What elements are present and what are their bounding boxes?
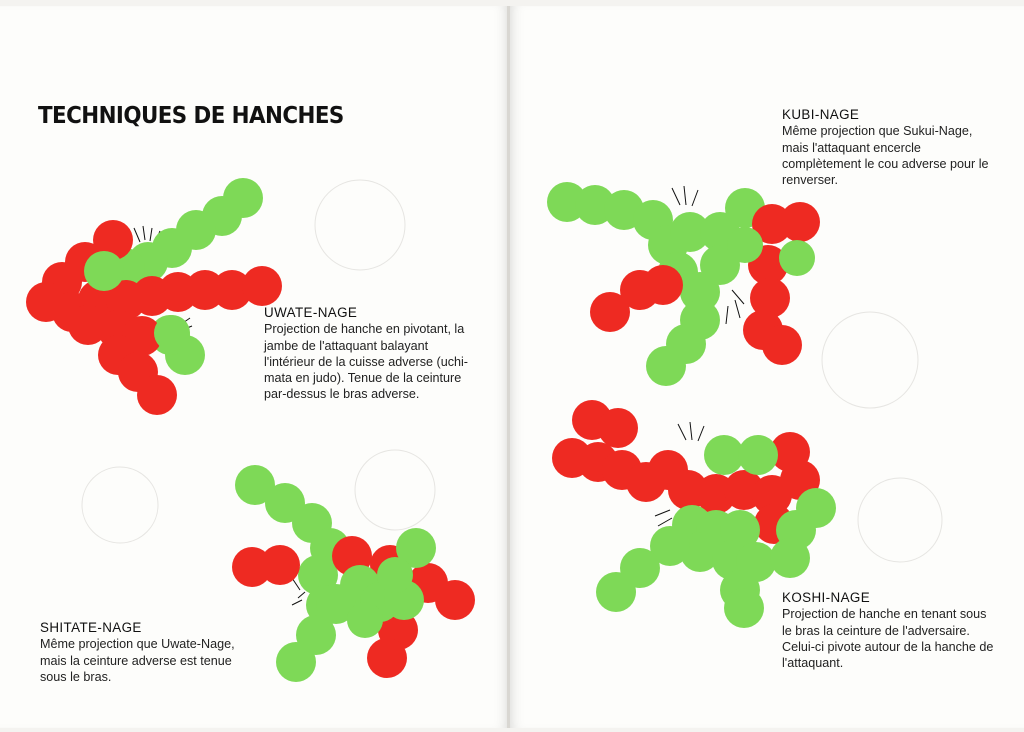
kubi-nage-title: KUBI-NAGE: [782, 107, 860, 122]
shitate-nage-title: SHITATE-NAGE: [40, 620, 142, 635]
green-wrestler-disc: [779, 240, 815, 276]
red-wrestler-disc: [242, 266, 282, 306]
kubi-nage-description: Même projection que Sukui-Nage, mais l'attaquant encercle complètement le cou adverse pour le renverser.: [782, 124, 989, 188]
red-wrestler-disc: [367, 638, 407, 678]
kubi-nage-caption: [782, 107, 997, 188]
green-wrestler-disc: [596, 572, 636, 612]
red-wrestler-disc: [762, 325, 802, 365]
red-wrestler-disc: [68, 305, 108, 345]
green-wrestler-disc: [276, 642, 316, 682]
page-heading: TECHNIQUES DE HANCHES: [38, 103, 344, 129]
red-wrestler-disc: [137, 375, 177, 415]
red-wrestler-disc: [260, 545, 300, 585]
shitate-nage-caption: [40, 620, 260, 685]
koshi-nage-description: Projection de hanche en tenant sous le bras la ceinture de l'adversaire. Celui-ci pivote autour de la hanche de l'attaquant.: [782, 607, 994, 671]
shitate-nage-figure: [232, 465, 475, 682]
green-wrestler-disc: [84, 251, 124, 291]
green-wrestler-disc: [770, 538, 810, 578]
green-wrestler-disc: [154, 315, 190, 351]
green-wrestler-disc: [738, 435, 778, 475]
green-wrestler-disc: [646, 346, 686, 386]
koshi-nage-title: KOSHI-NAGE: [782, 590, 871, 605]
koshi-nage-caption: [782, 590, 997, 671]
show-through-mark: [315, 180, 405, 270]
red-wrestler-disc: [780, 202, 820, 242]
show-through-mark: [858, 478, 942, 562]
green-wrestler-disc: [377, 557, 413, 593]
show-through-mark: [822, 312, 918, 408]
green-wrestler-disc: [347, 602, 383, 638]
green-wrestler-disc: [727, 227, 763, 263]
uwate-nage-title: UWATE-NAGE: [264, 305, 358, 320]
red-wrestler-disc: [598, 408, 638, 448]
uwate-nage-caption: [264, 305, 479, 403]
red-wrestler-disc: [643, 265, 683, 305]
uwate-nage-description: Projection de hanche en pivotant, la jambe de l'attaquant balayant l'intérieur de la cuisse adverse (uchi-mata en judo). Tenue de la ceinture par-dessus le bras adverse.: [264, 322, 468, 402]
show-through-mark: [82, 467, 158, 543]
shitate-nage-description: Même projection que Uwate-Nage, mais la ceinture adverse est tenue sous le bras.: [40, 637, 235, 684]
red-wrestler-disc: [435, 580, 475, 620]
show-through-mark: [355, 450, 435, 530]
uwate-nage-figure: [26, 178, 282, 415]
kubi-nage-figure: [547, 182, 820, 386]
green-wrestler-disc: [724, 588, 764, 628]
